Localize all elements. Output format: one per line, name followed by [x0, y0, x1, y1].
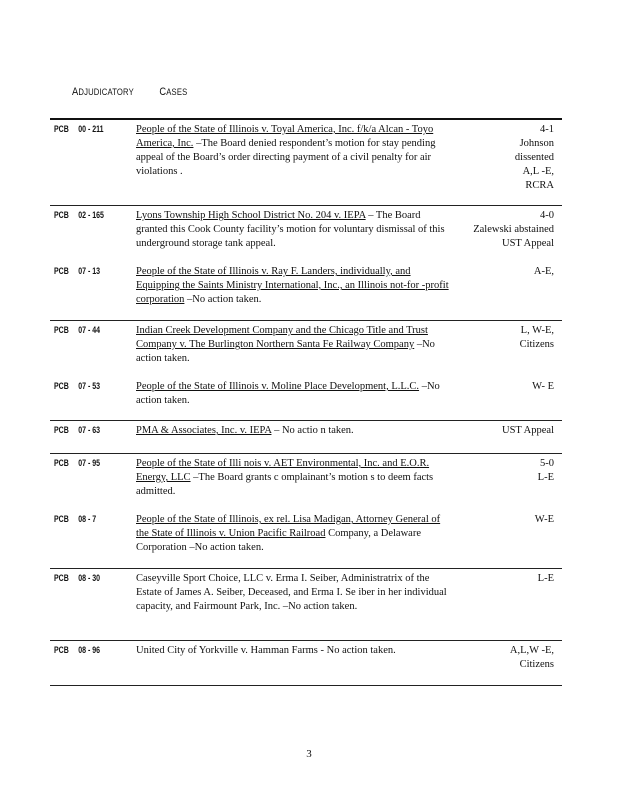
case-vote: 4-1 Johnson dissented A,L -E, RCRA	[514, 124, 554, 191]
case-action: United City of Yorkville v. Hamman Farms - No action taken.	[136, 645, 396, 656]
case-action: –No action taken.	[184, 294, 262, 305]
case-entry	[50, 420, 562, 451]
case-title: Lyons Township High School District No. 204 v. IEPA	[136, 210, 366, 221]
case-entry	[50, 377, 562, 417]
docket-number: PCB 07 - 44	[54, 325, 101, 335]
case-action: – The Board granted this Cook County facility’s motion for voluntary dismissal of this underground storage tank appeal.	[136, 210, 445, 249]
case-description	[136, 265, 452, 307]
docket-number: PCB 08 - 7	[54, 514, 97, 524]
case-action: Company, a Delaware Corporation –No action taken.	[136, 528, 421, 553]
case-action: Caseyville Sport Choice, LLC v. Erma I. Seiber, Administratrix of the Estate of James A. Seiber, Deceased, and Erma I. Se iber in her individual capacity, and Fairmount Park, Inc. –No action taken.	[136, 573, 447, 612]
case-vote: 5-0 L-E	[537, 458, 554, 483]
case-entry	[50, 510, 562, 562]
case-entry	[50, 568, 562, 635]
case-title: Indian Creek Development Company and the Chicago Title and Trust Company v. The Burlington Northern Santa Fe Railway Company	[136, 325, 428, 350]
docket-number: PCB 07 - 63	[54, 425, 101, 435]
case-description	[136, 644, 452, 658]
docket-number: PCB 00 - 211	[54, 124, 104, 134]
case-entry	[50, 320, 562, 376]
case-entry	[50, 205, 562, 258]
case-action: –No action taken.	[136, 339, 435, 364]
case-title: People of the State of Illinois v. Moline Place Development, L.L.C.	[136, 381, 420, 392]
case-vote: W-E	[534, 514, 554, 525]
page-number: 3	[306, 748, 312, 760]
section-heading: ADJUDICATORY CASES	[72, 86, 188, 98]
case-description	[136, 424, 452, 438]
case-title: PMA & Associates, Inc. v. IEPA	[136, 425, 272, 436]
case-description	[136, 209, 452, 251]
case-vote: UST Appeal	[501, 425, 554, 436]
case-description	[136, 380, 452, 408]
case-action: –No action taken.	[136, 381, 440, 406]
case-entry	[50, 118, 562, 205]
case-title: People of the State of Illi nois v. AET Environmental, Inc. and E.O.R. Energy, LLC	[136, 458, 430, 483]
case-description	[136, 123, 452, 179]
docket-number: PCB 08 - 30	[54, 573, 101, 583]
docket-number: PCB 07 - 53	[54, 381, 101, 391]
bottom-divider	[50, 685, 562, 686]
case-action: – No actio n taken.	[271, 425, 354, 436]
case-description	[136, 572, 452, 614]
case-vote: L-E	[537, 573, 554, 584]
docket-number: PCB 08 - 96	[54, 645, 101, 655]
case-description	[136, 457, 452, 499]
case-title: People of the State of Illinois v. Toyal America, Inc. f/k/a Alcan - Toyo America, Inc.	[136, 124, 434, 149]
case-title: People of the State of Illinois, ex rel. Lisa Madigan, Attorney General of the State of Illinois v. Union Pacific Railroad	[136, 514, 441, 539]
case-description	[136, 324, 452, 366]
case-entry	[50, 453, 562, 506]
case-vote: 4-0 Zalewski abstained UST Appeal	[473, 210, 554, 249]
case-entry	[50, 640, 562, 685]
case-description	[136, 513, 452, 555]
case-entry	[50, 262, 562, 320]
case-vote: A-E,	[533, 266, 554, 277]
docket-number: PCB 02 - 165	[54, 210, 104, 220]
case-vote: W- E	[532, 381, 554, 392]
docket-number: PCB 07 - 95	[54, 458, 101, 468]
case-action: –The Board denied respondent’s motion for stay pending appeal of the Board’s order directing payment of a civil penalty for air violations .	[136, 138, 436, 177]
docket-number: PCB 07 - 13	[54, 266, 101, 276]
case-vote: A,L,W -E, Citizens	[509, 645, 554, 670]
case-title: People of the State of Illinois v. Ray F. Landers, individually, and Equipping the Saints Ministry International, Inc., an Illinois not-for -profit corporation	[136, 266, 449, 305]
case-vote: L, W-E, Citizens	[519, 325, 554, 350]
case-action: –The Board grants c omplainant’s motion s to deem facts admitted.	[136, 472, 434, 497]
